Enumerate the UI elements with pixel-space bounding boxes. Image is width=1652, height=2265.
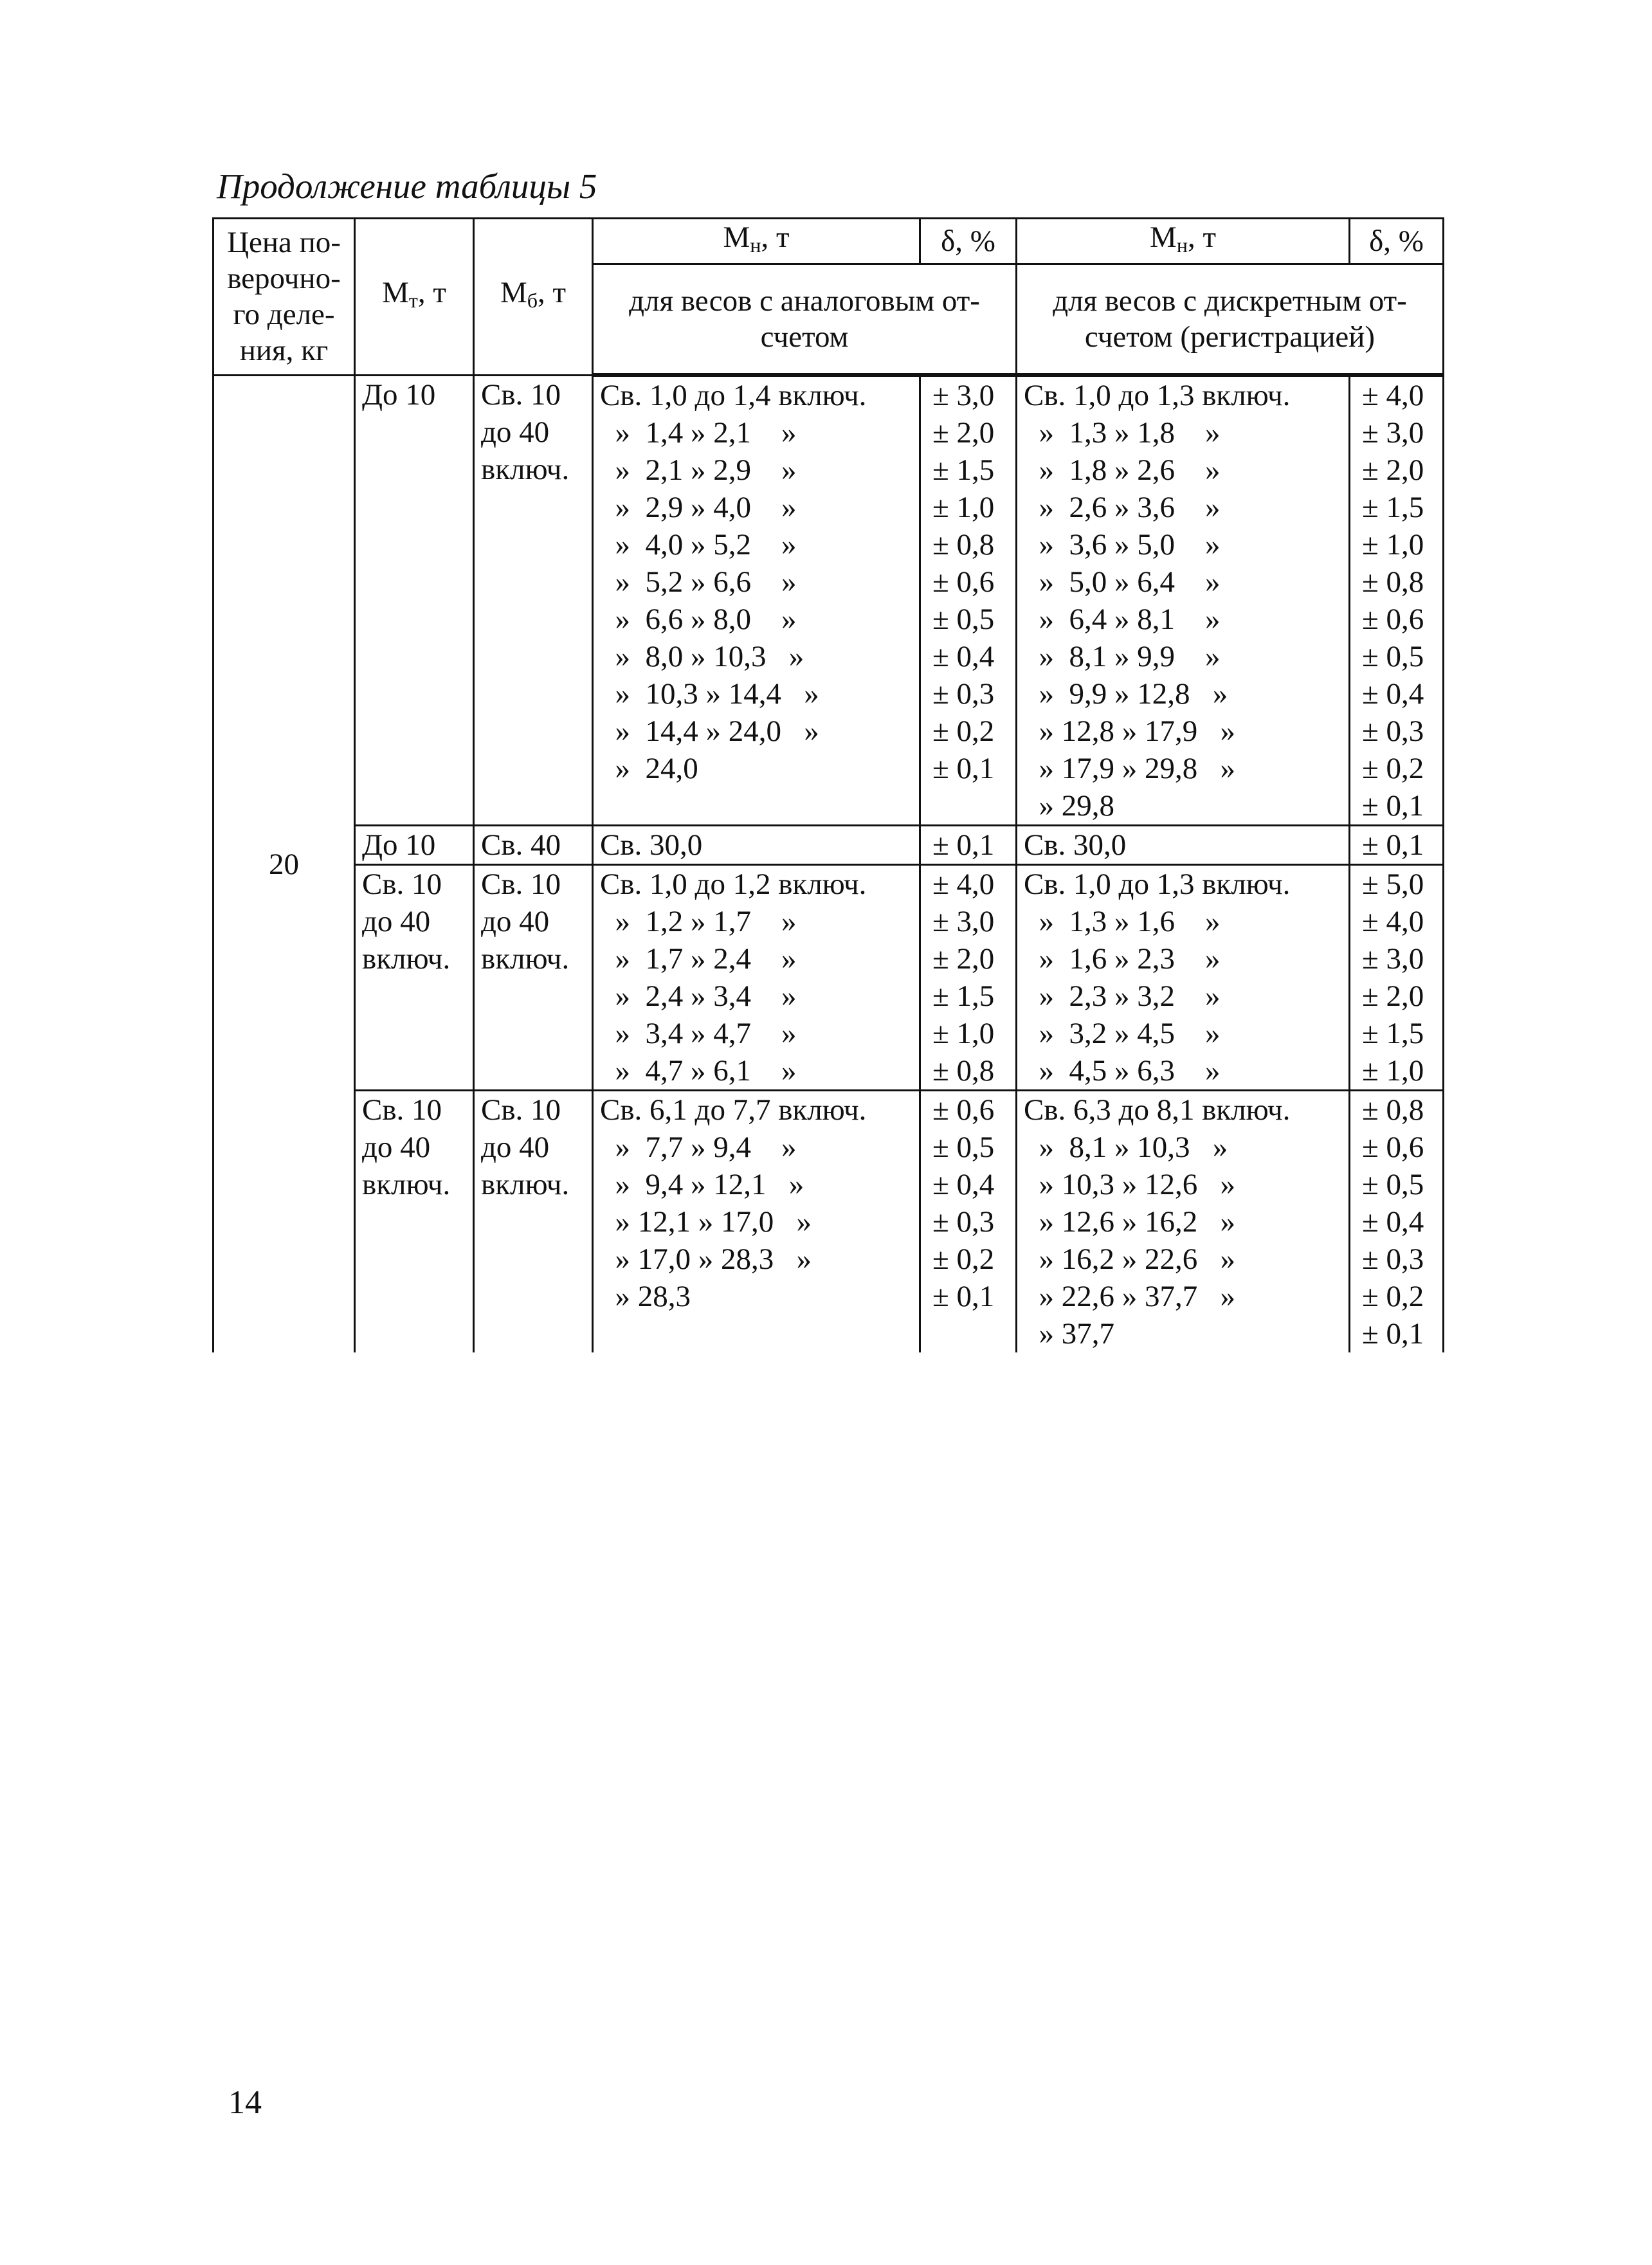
cell-line: » 22,6 » 37,7 » — [1024, 1280, 1235, 1313]
cell-line: до 40 — [481, 1131, 550, 1164]
cell-line: » 4,5 » 6,3 » — [1024, 1054, 1221, 1087]
cell-line: » 2,1 » 2,9 » — [600, 453, 797, 487]
table-body — [213, 375, 1444, 1352]
cell-line: » 29,8 — [1024, 789, 1114, 823]
cell-line: Св. 40 — [481, 828, 561, 862]
cell-line: ± 1,5 — [1362, 1017, 1424, 1050]
cell-line: Св. 6,3 до 8,1 включ. — [1024, 1093, 1291, 1127]
cell-line: ± 0,2 — [932, 714, 995, 748]
cell-line: ± 1,0 — [1362, 1054, 1424, 1087]
cell-line: ± 2,0 — [1362, 453, 1424, 487]
cell-line: » 2,6 » 3,6 » — [1024, 491, 1221, 524]
cell-line: Св. 10 — [362, 1093, 442, 1127]
cell-line: » 16,2 » 22,6 » — [1024, 1242, 1235, 1276]
header-analog: для весов с аналоговым от-счетом — [593, 264, 1017, 376]
cell-line: » 1,2 » 1,7 » — [600, 905, 797, 938]
cell-line: ± 0,3 — [932, 677, 995, 711]
cell-line: » 3,2 » 4,5 » — [1024, 1017, 1221, 1050]
analog-delta-cell — [920, 865, 1017, 1091]
cell-line: ± 4,0 — [932, 868, 995, 901]
cell-line: До 10 — [362, 828, 436, 862]
cell-line: » 5,2 » 6,6 » — [600, 565, 797, 599]
cell-line: » 1,4 » 2,1 » — [600, 416, 797, 450]
cell-line: ± 0,4 — [1362, 677, 1424, 711]
analog-delta-cell — [920, 826, 1017, 865]
cell-line: ± 3,0 — [1362, 942, 1424, 976]
cell-line: ± 0,4 — [932, 640, 995, 673]
cell-line: » 1,6 » 2,3 » — [1024, 942, 1221, 976]
cell-line: ± 0,1 — [1362, 828, 1424, 862]
mt-cell — [355, 1091, 474, 1353]
cell-line: ± 0,8 — [1362, 1093, 1424, 1127]
cell-line: ± 0,5 — [1362, 1168, 1424, 1201]
cell-line: до 40 — [481, 415, 550, 449]
table-row — [213, 865, 1444, 1091]
cell-line: » 8,1 » 10,3 » — [1024, 1131, 1228, 1164]
cell-line: Св. 1,0 до 1,2 включ. — [600, 868, 867, 901]
cell-line: » 1,3 » 1,8 » — [1024, 416, 1221, 450]
cell-line: » 4,0 » 5,2 » — [600, 528, 797, 561]
cell-line: ± 0,6 — [932, 1093, 995, 1127]
cell-line: » 8,1 » 9,9 » — [1024, 640, 1221, 673]
cell-line: » 17,9 » 29,8 » — [1024, 752, 1235, 785]
cell-line: ± 3,0 — [932, 379, 995, 412]
header-mn-discrete: $M_н$, т — [1017, 219, 1350, 264]
cell-line: Св. 10 — [481, 1093, 561, 1127]
analog-delta-cell — [920, 375, 1017, 826]
discrete-range-cell — [1017, 1091, 1350, 1353]
cell-line: ± 0,1 — [1362, 789, 1424, 823]
cell-line: » 12,8 » 17,9 » — [1024, 714, 1235, 748]
table-row — [213, 1091, 1444, 1353]
discrete-delta-cell — [1350, 1091, 1444, 1353]
header-delta-analog: δ, % — [920, 219, 1017, 264]
cell-line: Св. 1,0 до 1,3 включ. — [1024, 868, 1291, 901]
header-mb: $M_б$, т — [474, 219, 593, 376]
cell-line: Св. 1,0 до 1,4 включ. — [600, 379, 867, 412]
cell-line: » 2,9 » 4,0 » — [600, 491, 797, 524]
cell-line: » 1,7 » 2,4 » — [600, 942, 797, 976]
cell-line: ± 1,5 — [932, 979, 995, 1013]
cell-line: » 28,3 — [600, 1280, 691, 1313]
cell-line: » 8,0 » 10,3 » — [600, 640, 804, 673]
table-row — [213, 826, 1444, 865]
cell-line: включ. — [481, 1168, 570, 1201]
cell-line: » 37,7 — [1024, 1317, 1114, 1351]
analog-range-cell — [593, 865, 920, 1091]
header-mt: $M_т$, т — [355, 219, 474, 376]
analog-range-cell — [593, 375, 920, 826]
cell-line: ± 0,1 — [932, 752, 995, 785]
mb-cell — [474, 1091, 593, 1353]
analog-range-cell — [593, 826, 920, 865]
cell-line: » 9,4 » 12,1 » — [600, 1168, 804, 1201]
cell-line: ± 3,0 — [932, 905, 995, 938]
cell-line: ± 0,6 — [1362, 603, 1424, 636]
cell-line: ± 0,8 — [1362, 565, 1424, 599]
cell-line: ± 0,6 — [1362, 1131, 1424, 1164]
price-cell: 20 — [213, 375, 355, 1352]
cell-line: Св. 10 — [481, 868, 561, 901]
table-caption: Продолжение таблицы 5 — [217, 167, 597, 206]
cell-line: ± 0,3 — [1362, 1242, 1424, 1276]
header-verification-price: Цена по-верочно-го деле-ния, кг — [213, 219, 355, 376]
cell-line: ± 0,8 — [932, 528, 995, 561]
table-row — [213, 375, 1444, 826]
cell-line: включ. — [362, 1168, 451, 1201]
cell-line: Св. 30,0 — [1024, 828, 1127, 862]
cell-line: Св. 30,0 — [600, 828, 703, 862]
cell-line: включ. — [362, 942, 451, 976]
cell-line: » 24,0 — [600, 752, 698, 785]
cell-line: ± 0,5 — [932, 603, 995, 636]
cell-line: Св. 10 — [481, 378, 561, 412]
cell-line: » 10,3 » 14,4 » — [600, 677, 819, 711]
cell-line: ± 3,0 — [1362, 416, 1424, 450]
cell-line: » 12,1 » 17,0 » — [600, 1205, 812, 1239]
cell-line: ± 2,0 — [932, 942, 995, 976]
cell-line: ± 0,4 — [1362, 1205, 1424, 1239]
cell-line: » 6,4 » 8,1 » — [1024, 603, 1221, 636]
cell-line: включ. — [481, 452, 570, 486]
cell-line: ± 5,0 — [1362, 868, 1424, 901]
cell-line: ± 1,5 — [1362, 491, 1424, 524]
cell-line: ± 0,8 — [932, 1054, 995, 1087]
cell-line: ± 4,0 — [1362, 379, 1424, 412]
discrete-range-cell — [1017, 826, 1350, 865]
cell-line: » 6,6 » 8,0 » — [600, 603, 797, 636]
cell-line: ± 1,0 — [932, 491, 995, 524]
header-delta-discrete: δ, % — [1350, 219, 1444, 264]
cell-line: ± 0,1 — [932, 1280, 995, 1313]
cell-line: ± 0,3 — [1362, 714, 1424, 748]
cell-line: » 3,4 » 4,7 » — [600, 1017, 797, 1050]
cell-line: » 1,3 » 1,6 » — [1024, 905, 1221, 938]
cell-line: Св. 10 — [362, 868, 442, 901]
cell-line: до 40 — [362, 905, 431, 938]
cell-line: ± 0,5 — [932, 1131, 995, 1164]
analog-delta-cell — [920, 1091, 1017, 1353]
mt-cell — [355, 865, 474, 1091]
cell-line: ± 0,6 — [932, 565, 995, 599]
discrete-delta-cell — [1350, 826, 1444, 865]
discrete-range-cell — [1017, 375, 1350, 826]
cell-line: » 12,6 » 16,2 » — [1024, 1205, 1235, 1239]
cell-line: ± 0,4 — [932, 1168, 995, 1201]
header-mn-analog: $M_н$, т — [593, 219, 920, 264]
cell-line: ± 4,0 — [1362, 905, 1424, 938]
cell-line: До 10 — [362, 378, 436, 412]
cell-line: » 5,0 » 6,4 » — [1024, 565, 1221, 599]
discrete-delta-cell — [1350, 375, 1444, 826]
cell-line: » 9,9 » 12,8 » — [1024, 677, 1228, 711]
cell-line: до 40 — [362, 1131, 431, 1164]
cell-line: Св. 1,0 до 1,3 включ. — [1024, 379, 1291, 412]
mb-cell — [474, 826, 593, 865]
cell-line: ± 2,0 — [932, 416, 995, 450]
cell-line: ± 1,0 — [932, 1017, 995, 1050]
cell-line: » 17,0 » 28,3 » — [600, 1242, 812, 1276]
cell-line: » 10,3 » 12,6 » — [1024, 1168, 1235, 1201]
cell-line: » 4,7 » 6,1 » — [600, 1054, 797, 1087]
cell-line: » 3,6 » 5,0 » — [1024, 528, 1221, 561]
cell-line: ± 1,5 — [932, 453, 995, 487]
mb-cell — [474, 375, 593, 826]
cell-line: » 1,8 » 2,6 » — [1024, 453, 1221, 487]
cell-line: до 40 — [481, 905, 550, 938]
mb-cell — [474, 865, 593, 1091]
page-number: 14 — [228, 2084, 262, 2121]
cell-line: ± 0,1 — [932, 828, 995, 862]
mt-cell — [355, 826, 474, 865]
cell-line: ± 0,3 — [932, 1205, 995, 1239]
cell-line: » 2,3 » 3,2 » — [1024, 979, 1221, 1013]
cell-line: ± 0,1 — [1362, 1317, 1424, 1351]
cell-line: ± 1,0 — [1362, 528, 1424, 561]
cell-line: » 14,4 » 24,0 » — [600, 714, 819, 748]
cell-line: ± 0,2 — [1362, 752, 1424, 785]
cell-line: » 7,7 » 9,4 » — [600, 1131, 797, 1164]
cell-line: ± 0,2 — [1362, 1280, 1424, 1313]
cell-line: ± 0,5 — [1362, 640, 1424, 673]
cell-line: Св. 6,1 до 7,7 включ. — [600, 1093, 867, 1127]
discrete-delta-cell — [1350, 865, 1444, 1091]
header-discrete: для весов с дискретным от-счетом (регистрацией) — [1017, 264, 1444, 376]
cell-line: ± 0,2 — [932, 1242, 995, 1276]
cell-line: ± 2,0 — [1362, 979, 1424, 1013]
analog-range-cell — [593, 1091, 920, 1353]
mt-cell — [355, 375, 474, 826]
cell-line: включ. — [481, 942, 570, 976]
discrete-range-cell — [1017, 865, 1350, 1091]
tolerance-table — [212, 217, 1444, 1352]
cell-line: » 2,4 » 3,4 » — [600, 979, 797, 1013]
